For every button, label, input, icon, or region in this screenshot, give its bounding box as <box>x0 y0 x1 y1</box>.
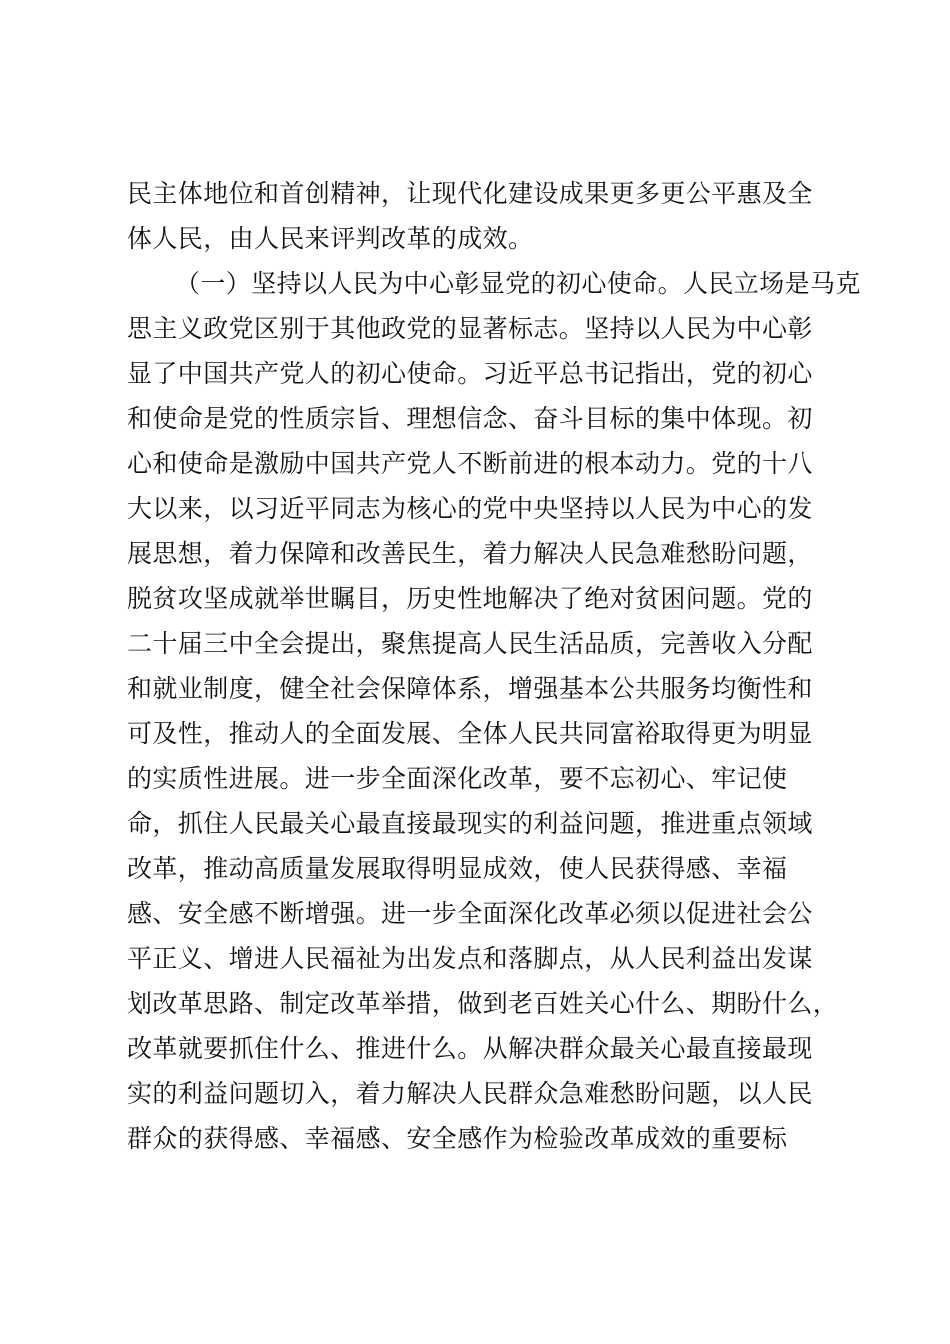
text-line: 平正义、增进人民福祉为出发点和落脚点，从人民利益出发谋 <box>127 944 813 973</box>
text-line: 展思想，着力保障和改善民生，着力解决人民急难愁盼问题， <box>127 539 813 568</box>
text-line: 心和使命是激励中国共产党人不断前进的根本动力。党的十八 <box>127 449 813 478</box>
text-line: 和就业制度，健全社会保障体系，增强基本公共服务均衡性和 <box>127 674 813 703</box>
text-line: 感、安全感不断增强。进一步全面深化改革必须以促进社会公 <box>127 899 813 928</box>
text-line: 可及性，推动人的全面发展、全体人民共同富裕取得更为明显 <box>127 719 813 748</box>
text-line: 民主体地位和首创精神，让现代化建设成果更多更公平惠及全 <box>127 179 813 208</box>
text-line: 改革就要抓住什么、推进什么。从解决群众最关心最直接最现 <box>127 1034 813 1063</box>
text-line: 实的利益问题切入，着力解决人民群众急难愁盼问题，以人民 <box>127 1079 813 1108</box>
text-line: 和使命是党的性质宗旨、理想信念、奋斗目标的集中体现。初 <box>127 404 813 433</box>
text-line: 群众的获得感、幸福感、安全感作为检验改革成效的重要标 <box>127 1124 788 1153</box>
text-line: 的实质性进展。进一步全面深化改革，要不忘初心、牢记使 <box>127 764 788 793</box>
body-text <box>127 171 861 1161</box>
text-line: 命，抓住人民最关心最直接最现实的利益问题，推进重点领域 <box>127 809 813 838</box>
text-line: 二十届三中全会提出，聚焦提高人民生活品质，完善收入分配 <box>127 629 813 658</box>
section-heading-line: （一）坚持以人民为中心彰显党的初心使命。人民立场是马克 <box>175 269 861 298</box>
text-line: 显了中国共产党人的初心使命。习近平总书记指出，党的初心 <box>127 359 813 388</box>
text-line: 思主义政党区别于其他政党的显著标志。坚持以人民为中心彰 <box>127 314 813 343</box>
text-line: 脱贫攻坚成就举世瞩目，历史性地解决了绝对贫困问题。党的 <box>127 584 813 613</box>
text-line: 体人民，由人民来评判改革的成效。 <box>127 224 534 253</box>
text-line: 划改革思路、制定改革举措，做到老百姓关心什么、期盼什么， <box>127 989 839 1018</box>
text-line: 改革，推动高质量发展取得明显成效，使人民获得感、幸福 <box>127 854 788 883</box>
text-line: 大以来，以习近平同志为核心的党中央坚持以人民为中心的发 <box>127 494 813 523</box>
